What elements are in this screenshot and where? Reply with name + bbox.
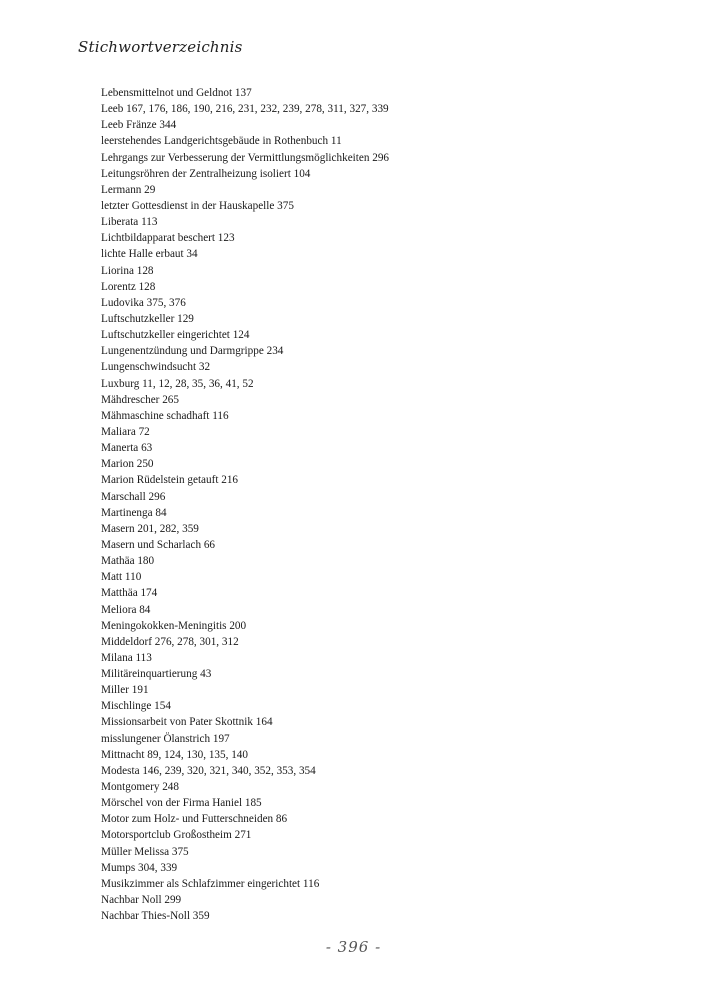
index-entry: Mähdrescher 265 [101,393,179,406]
index-entry: Nachbar Thies-Noll 359 [101,910,210,923]
index-entry: Lorentz 128 [101,280,156,293]
index-entry: Masern und Scharlach 66 [101,538,216,551]
index-entry: Leeb 167, 176, 186, 190, 216, 231, 232, 239, 278, 311, 327, 339 [101,103,389,116]
index-entry: Mittnacht 89, 124, 130, 135, 140 [101,748,248,761]
page-number: - 396 - [325,938,382,956]
index-entry: Matthäa 174 [101,587,158,600]
index-entry: Marschall 296 [101,490,166,503]
index-entry: Miller 191 [101,684,149,697]
index-entry: lichte Halle erbaut 34 [101,248,198,261]
index-entry: Matt 110 [101,571,142,584]
index-entry: Masern 201, 282, 359 [101,522,199,535]
index-entry: Meningokokken-Meningitis 200 [101,619,247,632]
index-entry: misslungener Ölanstrich 197 [101,732,230,745]
index-entry: Leitungsröhren der Zentralheizung isoliert 104 [101,167,311,180]
index-entry: Mumps 304, 339 [101,861,178,874]
index-entry: Lebensmittelnot und Geldnot 137 [101,87,252,99]
page-header-title: Stichwortverzeichnis [78,38,243,56]
index-entry: Müller Melissa 375 [101,845,189,858]
index-entry: Mähmaschine schadhaft 116 [101,409,229,422]
index-entry: Luftschutzkeller 129 [101,312,194,325]
index-entry: Missionsarbeit von Pater Skottnik 164 [101,716,273,729]
index-entry: Montgomery 248 [101,781,179,794]
index-entry: Luxburg 11, 12, 28, 35, 36, 41, 52 [101,377,254,390]
index-entry: Ludovika 375, 376 [101,296,186,309]
index-entry: Marion 250 [101,458,154,471]
index-entry: Motorsportclub Großostheim 271 [101,829,252,842]
index-entry: Leeb Fränze 344 [101,119,177,132]
index-entry: Mischlinge 154 [101,700,171,713]
index-entry-list [101,85,389,924]
index-entry: Meliora 84 [101,603,151,616]
index-entry: Martinenga 84 [101,506,167,519]
index-entry: Mörschel von der Firma Haniel 185 [101,797,262,810]
index-entry: Lichtbildapparat beschert 123 [101,232,235,245]
index-entry: Liorina 128 [101,264,154,277]
index-entry: Musikzimmer als Schlafzimmer eingerichtet 116 [101,877,320,890]
index-entry: Lungenentzündung und Darmgrippe 234 [101,345,284,358]
index-entry: Maliara 72 [101,425,150,438]
index-entry: Middeldorf 276, 278, 301, 312 [101,635,239,648]
index-entry: Modesta 146, 239, 320, 321, 340, 352, 353, 354 [101,764,316,777]
index-entry: Milana 113 [101,651,152,664]
index-entry: leerstehendes Landgerichtsgebäude in Rothenbuch 11 [101,135,342,148]
index-entry: Motor zum Holz- und Futterschneiden 86 [101,813,288,826]
index-entry: Nachbar Noll 299 [101,894,182,907]
index-entry: Manerta 63 [101,442,153,455]
index-entry: Lermann 29 [101,183,156,196]
index-entry: Marion Rüdelstein getauft 216 [101,474,239,487]
index-entry: Luftschutzkeller eingerichtet 124 [101,329,250,342]
index-entry: Liberata 113 [101,216,158,229]
index-entry: Lehrgangs zur Verbesserung der Vermittlungsmöglichkeiten 296 [101,151,390,164]
index-entry: Mathäa 180 [101,555,155,568]
index-entry: letzter Gottesdienst in der Hauskapelle 375 [101,199,294,212]
index-entry: Lungenschwindsucht 32 [101,361,211,374]
index-entry: Militäreinquartierung 43 [101,668,212,681]
